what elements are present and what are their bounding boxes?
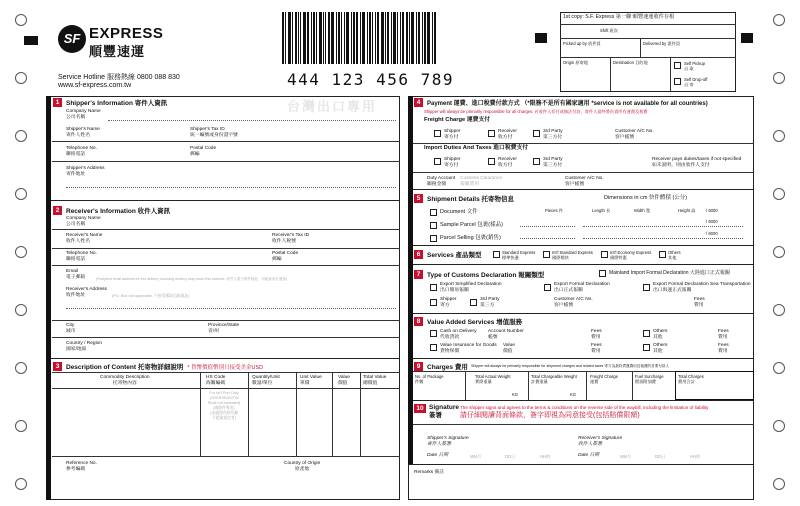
sprocket-hole [773, 14, 785, 26]
section-number-10: 10 [414, 404, 426, 413]
receiver-name-label: Receiver's Name 收件人姓名 [66, 233, 103, 244]
export-sea-checkbox[interactable] [643, 284, 650, 291]
duties-shipper-checkbox[interactable] [434, 158, 441, 165]
remarks-label: Remarks 備註 [414, 470, 445, 475]
receiver-telephone-label: Telephone No. 聯絡電話 [66, 251, 97, 262]
intl-economy-label: Int'l Economy Express 國際特惠 [610, 250, 652, 260]
customs-customer-ac-label: Customer A/C No. 客戶帳號 [554, 297, 593, 308]
cod-label: Cash on Delivery 代收貨款 [440, 329, 477, 340]
services-title: Services 產品類型 [427, 252, 482, 259]
shipment-title: Shipment Details 托寄物信息 [427, 196, 515, 203]
width-label: Width 寬 [634, 208, 651, 213]
sprocket-hole [15, 14, 27, 26]
col-quantity-unit: Quantity/Unit 數量/單位 [252, 375, 280, 386]
vas-section-title [414, 317, 522, 326]
vas-fees-label: Fees 費用 [591, 329, 602, 340]
standard-express-label: Standard Express 標準快遞 [502, 250, 536, 260]
receiver-date-mm: MM月 [620, 454, 632, 459]
sprocket-hole [15, 478, 27, 490]
sample-parcel-label: Sample Parcel 包裹(樣品) [440, 222, 503, 228]
receiver-date-dd: DD日 [655, 454, 666, 459]
section-sidebar [408, 313, 413, 358]
shipper-tax-id-label: Shipper's Tax ID 統一編號或身份證字號 [190, 127, 238, 138]
insurance-label: Value Insurance for Goods 貨物保價 [440, 343, 497, 354]
terms-zh: 請仔細閱讀背面條款，簽字即視為同意接受(包括賠償限額) [460, 412, 640, 419]
sprocket-hole [15, 188, 27, 200]
self-dropoff-label: Self Drop-off 自 寄 [684, 77, 708, 87]
intl-standard-checkbox[interactable] [543, 251, 550, 258]
duties-customer-ac-label: Customer A/C No. 客戶帳號 [565, 176, 604, 187]
registration-mark [741, 33, 753, 43]
cod-checkbox[interactable] [430, 330, 437, 337]
receiver-address-note: (PO. Box not applicable. 不接受郵政信箱地址) [112, 294, 190, 298]
sprocket-hole [15, 420, 27, 432]
receiver-country-label: Country / Region 國家/地區 [66, 341, 102, 352]
receiver-tax-id-label: Receiver's Tax ID 收件人稅號 [272, 233, 310, 244]
sprocket-hole [773, 130, 785, 142]
website: www.sf-express.com.tw [58, 82, 132, 89]
import-duties-label: Import Duties And Taxes 進口稅費支付 [424, 145, 529, 151]
total-charges-label: Total Charges 費用合計 [678, 374, 704, 384]
shipper-signature-label: Shipper's Signature 寄件人簽署 [427, 436, 469, 447]
duty-account-label: Duty Account 關稅金額 [427, 176, 456, 187]
charges-section-title [414, 362, 468, 371]
sprocket-hole [773, 188, 785, 200]
section-number-7: 7 [414, 270, 423, 279]
sample-parcel-checkbox[interactable] [430, 222, 437, 229]
actual-weight-label: Total Actual Weight 實際重量 [475, 374, 511, 384]
signature-section-title [414, 404, 459, 419]
export-simplified-label: Export Simplified Declaration 出口簡易報關 [440, 282, 502, 293]
customs-section-title [414, 270, 544, 279]
sprocket-hole [773, 72, 785, 84]
col-commodity-description: Commodity Description 托寄物內容 [100, 375, 150, 386]
fuel-surcharge-label: Fuel Surcharge 燃油附加費 [635, 374, 664, 384]
sprocket-hole [773, 478, 785, 490]
height-label: Height 高 [678, 208, 696, 213]
freight-receiver-checkbox[interactable] [488, 130, 495, 137]
logo-letters: SF [63, 31, 81, 46]
payment-note: Shipper will always be primarily responsible for all charges. 若收件人拒付或無法付款，寄件人最終將負責所有運費及稅費 [424, 109, 648, 114]
export-sea-label: Export Formal Declaration Sea Transportation 出口海運正式報關 [653, 282, 751, 293]
receiver-pays-duties-note: Receiver pays duties/taxes if not specified 如未說明，則由收件人支付 [652, 157, 742, 168]
kg-unit-label: KG [512, 392, 519, 397]
self-pickup-checkbox[interactable] [674, 62, 681, 69]
dimensions-label: Dimensions in cm 快件體積 (公分) [604, 195, 688, 201]
watermark: 台灣出口專用 [287, 99, 378, 114]
country-of-origin-label: Country of Origin 原產地 [284, 461, 321, 472]
brand-name-en: EXPRESS [89, 25, 164, 42]
divisor-label: / 6000 [706, 208, 718, 213]
content-note: * 貨幣價值幣別只接受美金USD [187, 364, 264, 371]
sprocket-hole [15, 304, 27, 316]
section-sidebar [408, 189, 413, 245]
col-unit-value: Unit Value 單價 [300, 375, 322, 386]
sprocket-hole [773, 246, 785, 258]
vas-others-checkbox[interactable] [643, 330, 650, 337]
col-hs-code: HS Code 海關編碼 [206, 375, 226, 386]
standard-express-checkbox[interactable] [493, 251, 500, 258]
receiver-title: Receiver's Information 收件人資訊 [66, 208, 171, 215]
shipper-postal-label: Postal Code 郵編 [190, 146, 217, 157]
mainland-import-label: Mainland Import Formal Declaration 大陸進口正式報關 [609, 270, 730, 276]
section-number-6: 6 [414, 250, 423, 259]
duties-receiver-label: Receiver 收方付 [498, 157, 517, 168]
section-sidebar [408, 245, 413, 264]
receiver-city-label: City 城市 [66, 323, 76, 334]
charges-title: Charges 費用 [427, 364, 468, 371]
vas-fees-label: Fees 費用 [591, 343, 602, 354]
export-simplified-checkbox[interactable] [430, 284, 437, 291]
shipper-date-dd: DD日 [505, 454, 516, 459]
shift-label: Shift 班次 [600, 28, 618, 33]
service-hotline: Service Hotline 服務熱線 0800 088 830 [58, 74, 180, 81]
col-total-value: Total Value 總價值 [363, 375, 387, 386]
shipper-company-label: Company Name 公司名稱 [66, 109, 101, 120]
length-label: Length 長 [592, 208, 611, 213]
divisor-label: / 6000 [706, 231, 718, 236]
registration-mark [535, 33, 547, 43]
shipper-date-hh: HH時 [540, 454, 551, 459]
receiver-province-label: Province/State 省/州 [208, 323, 240, 334]
export-formal-label: Export Formal Declaration 出口正式報關 [554, 282, 610, 293]
vas-others-label: Others 其他 [653, 343, 668, 354]
shipper-date-mm: MM月 [470, 454, 482, 459]
document-checkbox[interactable] [430, 209, 437, 216]
services-others-checkbox[interactable] [659, 251, 666, 258]
vas-title: Value Added Services 增值服務 [427, 319, 523, 326]
section-number-5: 5 [414, 194, 423, 203]
freight-receiver-label: Receiver 收方付 [498, 129, 517, 140]
brand-name-zh: 順豐速運 [89, 44, 146, 59]
intl-port-note: For Int'l Port Only (OVERSEAS/TW Shall not indicated) (國際件專用) (本處理內容均屬 不超逾規定者) [207, 391, 241, 420]
divisor-label: / 6000 [706, 219, 718, 224]
customs-shipper-label: Shipper 寄方 [440, 297, 457, 308]
duties-third-party-checkbox[interactable] [533, 158, 540, 165]
vas-others-label: Others 其他 [653, 329, 668, 340]
tracking-barcode [282, 12, 438, 64]
section-sidebar [46, 200, 51, 358]
col-value: Value 價值 [338, 375, 350, 386]
receiver-section-title [53, 206, 170, 215]
section-number-2: 2 [53, 206, 62, 215]
vas-value-label: Value 價值 [503, 343, 515, 354]
sprocket-hole [15, 362, 27, 374]
content-section-title [53, 362, 263, 371]
reference-number-label: Reference No. 參考編碼 [66, 461, 97, 472]
self-pickup-label: Self Pickup 自 取 [684, 61, 705, 71]
delivered-by-label: Delivered by 派件員 [643, 41, 681, 46]
section-number-4: 4 [414, 98, 423, 107]
signature-title: Signature 簽署 [429, 404, 459, 419]
vas-fees-label: Fees 費用 [718, 343, 729, 354]
sprocket-hole [773, 420, 785, 432]
tracking-number: 444 123 456 789 [287, 70, 454, 89]
terms-en: The shipper signs and agrees to the terms & conditions on the reverse side of the waybill, including the limitation of liability [460, 405, 709, 410]
sprocket-hole [15, 72, 27, 84]
shipper-name-label: Shipper's Name 寄件人姓名 [66, 127, 100, 138]
vas-account-label: Account Number 帳號 [488, 329, 524, 340]
section-sidebar [408, 400, 413, 464]
customs-fees-label: Fees 費用 [694, 297, 705, 308]
charges-note: Shipper will always be primarily responsible for shipment charges and related taxes 寄方為最終貨運費用及稅費的首要付款人 [471, 364, 670, 368]
customs-title: Type of Customs Declaration 報關類型 [427, 272, 545, 279]
freight-third-party-label: 3rd Party 第三方付 [543, 129, 563, 140]
section-sidebar [46, 96, 51, 200]
intl-standard-label: Int'l Standard Express 國際標快 [552, 250, 593, 260]
section-sidebar [46, 358, 51, 500]
duties-third-party-label: 3rd Party 第三方付 [543, 157, 563, 168]
receiver-address-label: Receiver's Address 收件地址 [66, 287, 107, 298]
freight-shipper-checkbox[interactable] [434, 130, 441, 137]
customs-shipper-checkbox[interactable] [430, 299, 437, 306]
section-number-1: 1 [53, 98, 62, 107]
section-number-8: 8 [414, 317, 423, 326]
parcel-selling-checkbox[interactable] [430, 235, 437, 242]
payment-title: Payment 運費、進口稅費付款方式 （*限務不是所有國家適用 *service is not available for all countries) [427, 101, 708, 107]
origin-label: Origin 原寄地 [563, 60, 588, 65]
receiver-signature-label: Receiver's Signature 收件人簽署 [578, 436, 623, 447]
shipper-section-title [53, 98, 167, 107]
registration-mark [24, 36, 38, 45]
receiver-company-label: Company Name 公司名稱 [66, 216, 101, 227]
section-number-3: 3 [53, 362, 62, 371]
copy-title: 1st copy: S.F. Express 第一聯:順豐速運收件存根 [563, 14, 675, 20]
document-label: Document 文件 [440, 209, 478, 215]
customs-third-party-label: 3rd Party 第三方 [480, 297, 500, 308]
section-sidebar [408, 358, 413, 400]
kg-unit-label: KG [570, 392, 577, 397]
freight-customer-ac-label: Customer A/C No. 客戶帳號 [615, 129, 654, 140]
vas-others-checkbox[interactable] [643, 344, 650, 351]
shipment-section-title [414, 194, 514, 203]
export-formal-checkbox[interactable] [544, 284, 551, 291]
receiver-postal-label: Postal Code 郵編 [272, 251, 299, 262]
picked-up-by-label: Picked up by 收件員 [563, 41, 601, 46]
insurance-checkbox[interactable] [430, 344, 437, 351]
receiver-email-label: Email 電子郵箱 [66, 269, 86, 280]
section-sidebar [408, 264, 413, 313]
sprocket-hole [773, 304, 785, 316]
sf-logo [58, 25, 86, 53]
parcel-selling-label: Parcel Selling 包裹(銷售) [440, 235, 501, 241]
section-number-9: 9 [414, 362, 423, 371]
receiver-email-note: (Recipient email address for this delivery Incoming delivery may reach this address. 收件人電子郵件地址，可能會用於通知) [96, 277, 287, 281]
self-dropoff-checkbox[interactable] [674, 78, 681, 85]
receiver-date-hh: HH時 [690, 454, 701, 459]
vas-fees-label: Fees 費用 [718, 329, 729, 340]
services-others-label: Others 其他 [668, 250, 681, 260]
pieces-label: Pieces 件 [545, 208, 563, 213]
freight-charge-cell-label: Freight Charge 運費 [590, 374, 618, 384]
freight-third-party-checkbox[interactable] [533, 130, 540, 137]
receiver-date-label: Date 日期 [578, 453, 600, 458]
shipper-address-label: Shipper's Address 寄件地址 [66, 166, 105, 177]
shipper-telephone-label: Telephone No. 聯絡電話 [66, 146, 97, 157]
sprocket-hole [15, 130, 27, 142]
content-title: Description of Content 托寄物詳細說明 [66, 364, 184, 371]
package-count-label: No. of Package 件數 [415, 374, 444, 384]
customs-clearance-label: Customs Clearance 報關費用 [460, 176, 503, 187]
shipper-date-label: Date 日期 [427, 453, 449, 458]
sprocket-hole [15, 246, 27, 258]
customs-third-party-checkbox[interactable] [470, 299, 477, 306]
duties-shipper-label: Shipper 寄方付 [444, 157, 461, 168]
payment-section-title [414, 98, 708, 107]
intl-economy-checkbox[interactable] [601, 251, 608, 258]
shipper-title: Shipper's Information 寄件人資訊 [66, 100, 168, 107]
mainland-import-checkbox[interactable] [599, 270, 606, 277]
duties-receiver-checkbox[interactable] [488, 158, 495, 165]
chargeable-weight-label: Total Chargeable Weight 計費重量 [531, 374, 577, 384]
destination-label: Destination 目的地 [613, 60, 648, 65]
services-section-title [414, 250, 482, 259]
freight-shipper-label: Shipper 寄方付 [444, 129, 461, 140]
freight-charge-label: Freight Charge 運費支付 [424, 117, 491, 123]
sprocket-hole [773, 362, 785, 374]
